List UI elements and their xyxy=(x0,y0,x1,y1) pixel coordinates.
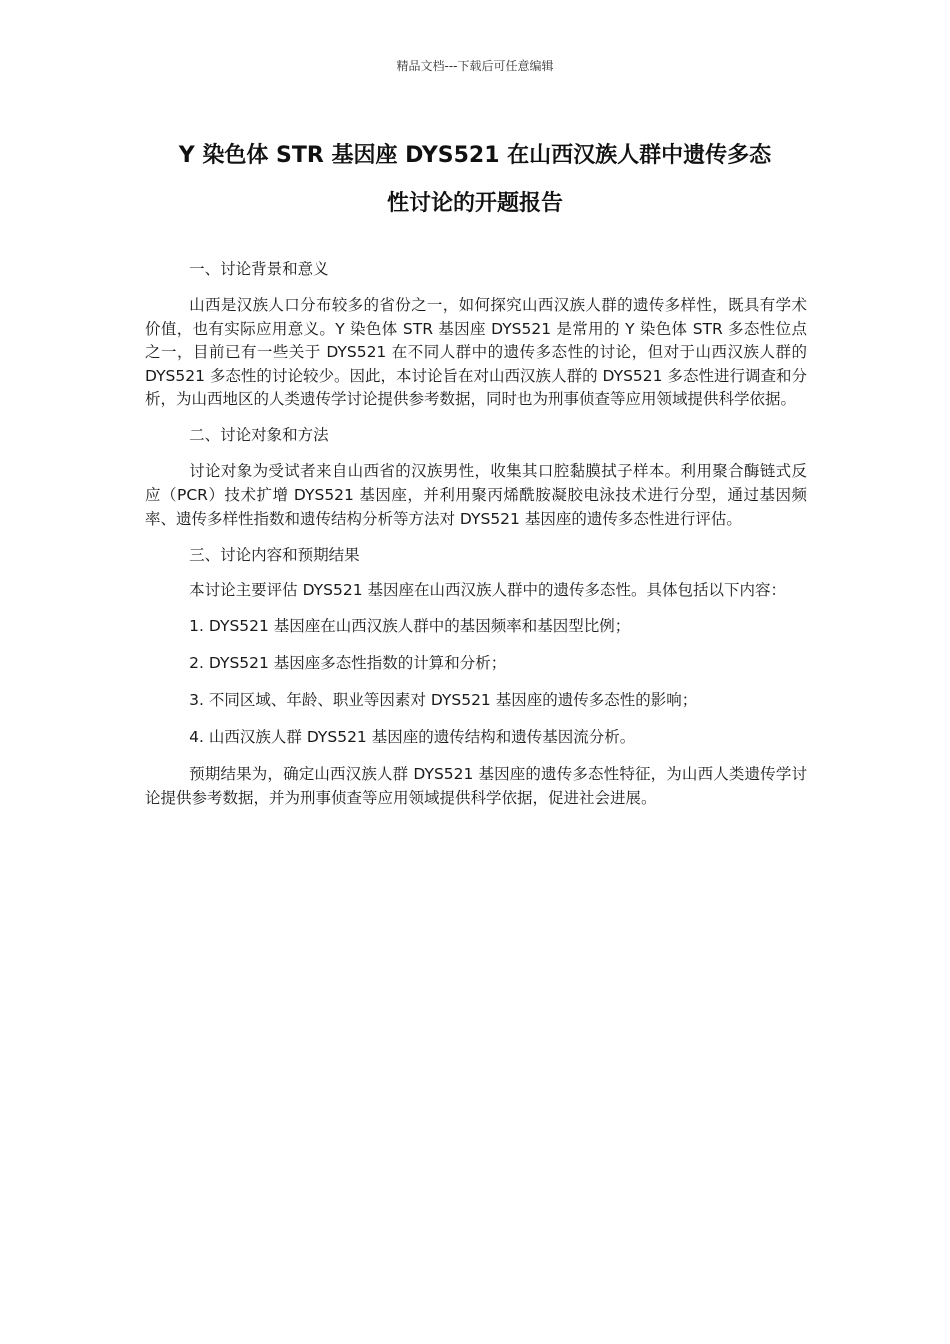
section-content-results xyxy=(145,544,807,811)
section-heading: 一、讨论背景和意义 xyxy=(189,260,329,278)
section-conclusion: 预期结果为，确定山西汉族人群 DYS521 基因座的遗传多态性特征，为山西人类遗传学讨论提供参考数据，并为刑事侦查等应用领域提供科学依据，促进社会进展。 xyxy=(145,765,807,807)
title-line-1: Y 染色体 STR 基因座 DYS521 在山西汉族人群中遗传多态 xyxy=(178,143,772,168)
content-list xyxy=(145,615,807,750)
document-title xyxy=(145,132,805,228)
section-heading: 三、讨论内容和预期结果 xyxy=(189,545,360,564)
section-background xyxy=(145,258,807,412)
list-item: 3. 不同区域、年龄、职业等因素对 DYS521 基因座的遗传多态性的影响； xyxy=(189,691,698,710)
section-paragraph: 讨论对象为受试者来自山西省的汉族男性，收集其口腔黏膜拭子样本。利用聚合酶链式反应（PCR）技术扩增 DYS521 基因座，并利用聚丙烯酰胺凝胶电泳技术进行分型，通过基因频率、遗传多样性指数和遗传结构分析等方法对 DYS521 基因座的遗传多态性进行评估。 xyxy=(145,462,807,528)
section-intro: 本讨论主要评估 DYS521 基因座在山西汉族人群中的遗传多态性。具体包括以下内容： xyxy=(189,581,787,600)
list-item: 4. 山西汉族人群 DYS521 基因座的遗传结构和遗传基因流分析。 xyxy=(189,728,636,747)
section-paragraph: 山西是汉族人口分布较多的省份之一，如何探究山西汉族人群的遗传多样性，既具有学术价值，也有实际应用意义。Y 染色体 STR 基因座 DYS521 是常用的 Y 染色体 STR 多态性位点之一，目前已有一些关于 DYS521 在不同人群中的遗传多态性的讨论，但对于山西汉族人群的 DYS521 多态性的讨论较少。因此，本讨论旨在对山西汉族人群的 DYS521 多态性进行调查和分析，为山西地区的人类遗传学讨论提供参考数据，同时也为刑事侦查等应用领域提供科学依据。 xyxy=(145,295,807,409)
document-body xyxy=(145,258,807,823)
list-item: 1. DYS521 基因座在山西汉族人群中的基因频率和基因型比例； xyxy=(189,617,631,636)
list-item: 2. DYS521 基因座多态性指数的计算和分析； xyxy=(189,654,507,673)
header-note: 精品文档---下载后可任意编辑 xyxy=(396,59,554,73)
section-methods xyxy=(145,424,807,531)
section-heading: 二、讨论对象和方法 xyxy=(189,426,329,445)
title-line-2: 性讨论的开题报告 xyxy=(386,191,563,216)
